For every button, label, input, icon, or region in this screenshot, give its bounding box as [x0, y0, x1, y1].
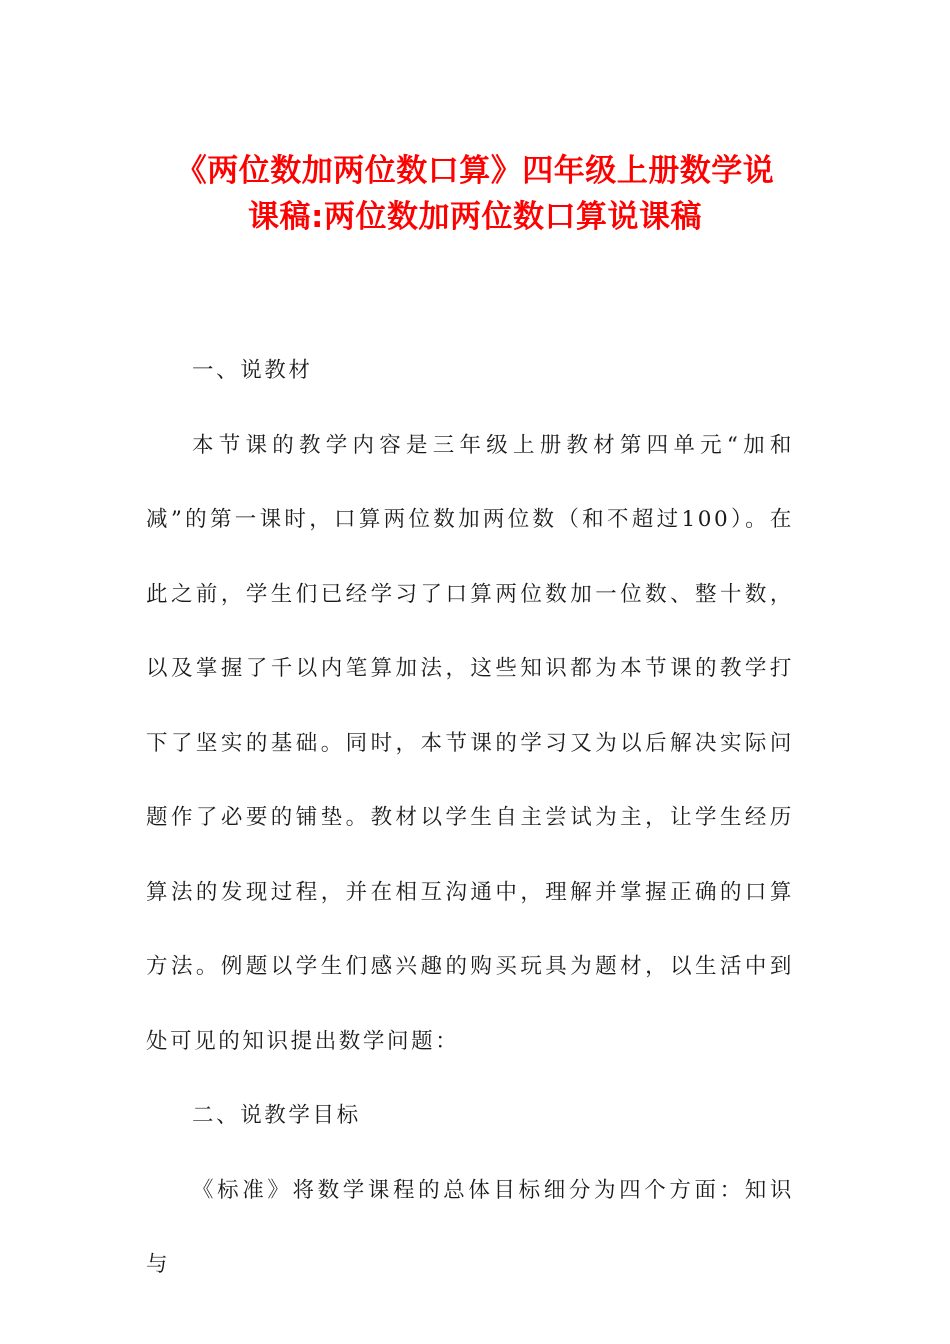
- section-paragraph-1: 本节课的教学内容是三年级上册教材第四单元“加和减”的第一课时，口算两位数加两位数（和不超过100）。在此之前，学生们已经学习了口算两位数加一位数、整十数，以及掌握了千以内笔算加法，这些知识都为本节课的教学打下了坚实的基础。同时，本节课的学习又为以后解决实际问题作了必要的铺垫。教材以学生自主尝试为主，让学生经历算法的发现过程，并在相互沟通中，理解并掌握正确的口算方法。例题以学生们感兴趣的购买玩具为题材，以生活中到处可见的知识提出数学问题：: [146, 432, 794, 1054]
- section-heading-1: 一、说教材: [192, 358, 313, 383]
- title-line-2: 课稿:两位数加两位数口算说课稿: [248, 199, 702, 235]
- document-body: [146, 334, 794, 1303]
- section-heading-2: 二、说教学目标: [192, 1103, 361, 1128]
- title-line-1: 《两位数加两位数口算》四年级上册数学说: [175, 153, 775, 189]
- document-title: [120, 148, 830, 240]
- section-paragraph-2: 《标准》将数学课程的总体目标细分为四个方面：知识与: [146, 1177, 794, 1277]
